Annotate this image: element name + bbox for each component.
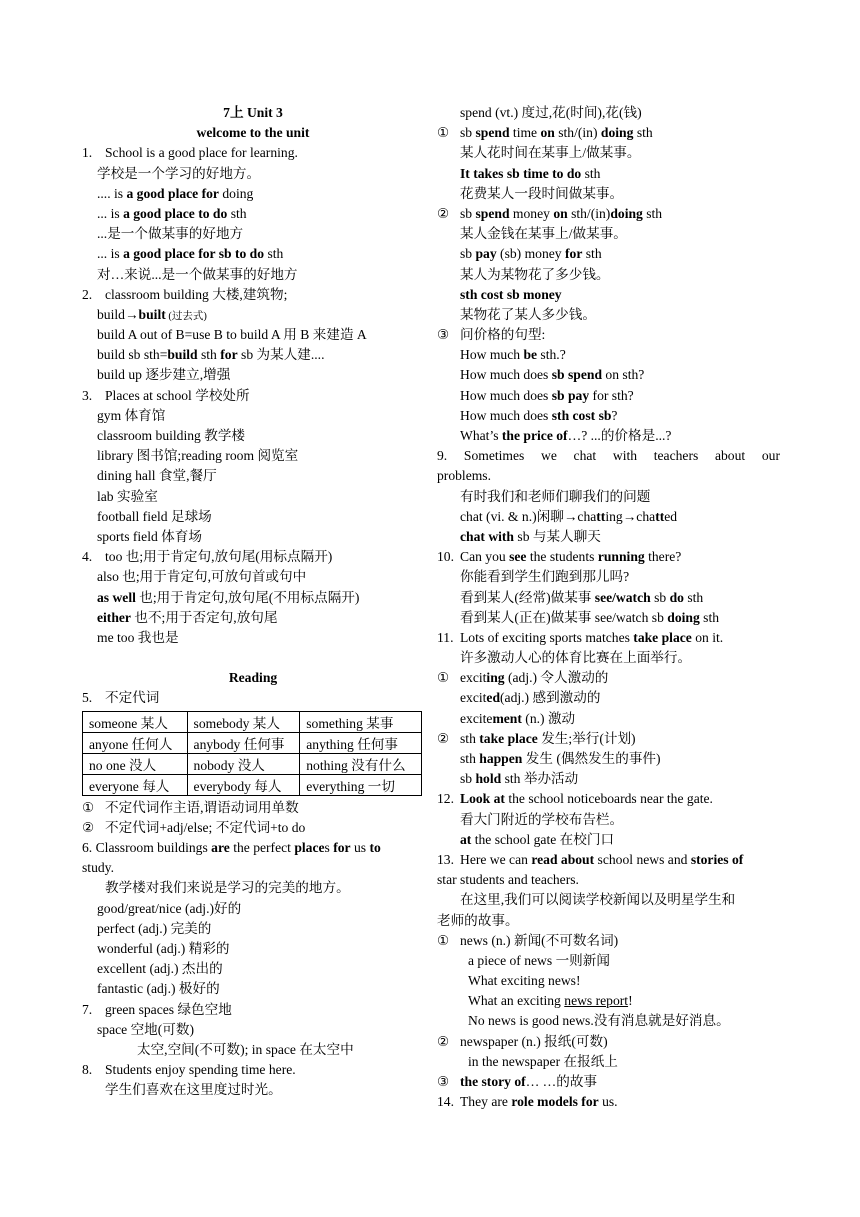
table-row bbox=[83, 732, 422, 753]
item-5-note-2: ② 不定代词+adj/else; 不定代词+to do bbox=[82, 819, 306, 835]
item-13-cn-cont: 老师的故事。 bbox=[437, 912, 519, 928]
item-2-line-b: build A out of B=use B to build A 用 B 来建造 A bbox=[97, 327, 367, 343]
note-2: ② sb spend money on sth/(in)doing sth bbox=[437, 205, 663, 221]
table-row bbox=[83, 753, 422, 774]
list-item: What exciting news! bbox=[468, 973, 581, 989]
table-cell: someone 某人 bbox=[83, 711, 188, 732]
item-4: 4. too 也;用于肯定句,放句尾(用标点隔开) bbox=[82, 549, 333, 565]
price-question: What’s the price of…? ...的价格是...? bbox=[460, 428, 672, 443]
list-item: excellent (adj.) 杰出的 bbox=[97, 961, 223, 977]
item-11: 11. Lots of exciting sports matches take place on it. bbox=[437, 629, 724, 645]
item-4-line-b: as well 也;用于肯定句,放句尾(不用标点隔开) bbox=[97, 589, 360, 605]
left-column bbox=[82, 103, 424, 1100]
item-4-line-d: me too 我也是 bbox=[97, 629, 179, 645]
item-1-cn: 学校是一个学习的好地方。 bbox=[97, 165, 261, 181]
note-3: ③ 问价格的句型: bbox=[437, 327, 546, 343]
list-item: in the newspaper 在报纸上 bbox=[468, 1053, 618, 1069]
list-item: What an exciting news report! bbox=[468, 993, 633, 1009]
table-row bbox=[83, 711, 422, 732]
item-9-chat: chat (vi. & n.)闲聊→chatting→chatted bbox=[460, 508, 678, 524]
item-11-note-1: ① exciting (adj.) 令人激动的 bbox=[437, 670, 609, 686]
item-2: 2. classroom building 大楼,建筑物; bbox=[82, 286, 288, 302]
table-cell: nothing 没有什么 bbox=[300, 753, 422, 774]
item-4-line-c: either 也不;用于否定句,放句尾 bbox=[97, 609, 278, 625]
item-2-line-c: build sb sth=build sth for sb 为某人建.... bbox=[97, 347, 325, 363]
list-item: gym 体育馆 bbox=[97, 407, 166, 423]
list-item: fantastic (adj.) 极好的 bbox=[97, 981, 220, 997]
list-item: football field 足球场 bbox=[97, 508, 212, 524]
page-title: 7上 Unit 3 bbox=[223, 105, 283, 120]
table-cell: something 某事 bbox=[300, 711, 422, 732]
item-6-cn: 教学楼对我们来说是学习的完美的地方。 bbox=[105, 880, 350, 896]
item-11-hold: sb hold sth 举办活动 bbox=[460, 771, 579, 787]
item-12-gate: at the school gate 在校门口 bbox=[460, 831, 615, 847]
note-2-cn: 某人金钱在某事上/做某事。 bbox=[460, 226, 627, 242]
table-cell: anyone 任何人 bbox=[83, 732, 188, 753]
item-11-excited: excited(adj.) 感到激动的 bbox=[460, 690, 601, 706]
item-7-line-b: 太空,空间(不可数); in space 在太空中 bbox=[137, 1041, 354, 1057]
table-row bbox=[83, 774, 422, 795]
item-13-cont: star students and teachers. bbox=[437, 872, 579, 888]
price-question: How much does sth cost sb? bbox=[460, 407, 618, 423]
item-6-cont: study. bbox=[82, 860, 114, 876]
table-cell: somebody 某人 bbox=[187, 711, 300, 732]
item-12: 12. Look at the school noticeboards near the gate. bbox=[437, 791, 713, 807]
item-9: 9. Sometimes we chat with teachers about our bbox=[437, 448, 780, 464]
item-9-cont: problems. bbox=[437, 468, 491, 484]
item-2-line-d: build up 逐步建立,增强 bbox=[97, 367, 231, 383]
item-9-chat-with: chat with sb 与某人聊天 bbox=[460, 528, 601, 544]
item-13-note-1: ① news (n.) 新闻(不可数名词) bbox=[437, 932, 619, 948]
list-item: library 图书馆;reading room 阅览室 bbox=[97, 448, 299, 464]
table-cell: no one 没人 bbox=[83, 753, 188, 774]
item-11-cn: 许多激动人心的体育比赛在上面举行。 bbox=[460, 650, 692, 666]
list-item: classroom building 教学楼 bbox=[97, 428, 246, 443]
table-cell: everyone 每人 bbox=[83, 774, 188, 795]
item-7: 7. green spaces 绿色空地 bbox=[82, 1001, 232, 1017]
item-8-cn: 学生们喜欢在这里度过时光。 bbox=[105, 1082, 282, 1098]
note-2-pay-cn: 某人为某物花了多少钱。 bbox=[460, 266, 610, 282]
price-question: How much does sb spend on sth? bbox=[460, 367, 645, 383]
item-13-note-3: ③ the story of… …的故事 bbox=[437, 1074, 598, 1089]
table-cell: everybody 每人 bbox=[187, 774, 300, 795]
list-item: lab 实验室 bbox=[97, 488, 158, 504]
item-11-happen: sth happen 发生 (偶然发生的事件) bbox=[460, 751, 661, 766]
note-1-takes: It takes sb time to do sth bbox=[460, 165, 601, 181]
table-cell: anything 任何事 bbox=[300, 732, 422, 753]
note-2-cost-cn: 某物花了某人多少钱。 bbox=[460, 306, 596, 322]
note-1-takes-cn: 花费某人一段时间做某事。 bbox=[460, 185, 624, 201]
item-7-line-a: space 空地(可数) bbox=[97, 1021, 195, 1037]
note-2-cost: sth cost sb money bbox=[460, 286, 562, 302]
item-13-note-2: ② newspaper (n.) 报纸(可数) bbox=[437, 1033, 608, 1049]
item-5-note-1: ① 不定代词作主语,谓语动词用单数 bbox=[82, 799, 299, 815]
note-1: ① sb spend time on sth/(in) doing sth bbox=[437, 125, 653, 141]
item-13: 13. Here we can read about school news and stories of bbox=[437, 851, 744, 867]
note-1-cn: 某人花时间在某事上/做某事。 bbox=[460, 145, 641, 161]
section-heading: welcome to the unit bbox=[196, 125, 310, 141]
item-1-phrase-2-cn: ...是一个做某事的好地方 bbox=[97, 226, 244, 242]
item-10: 10. Can you see the students running there? bbox=[437, 549, 682, 565]
right-column bbox=[437, 103, 780, 1112]
list-item: dining hall 食堂,餐厅 bbox=[97, 468, 217, 484]
list-item: good/great/nice (adj.)好的 bbox=[97, 900, 242, 916]
spend-heading: spend (vt.) 度过,花(时间),花(钱) bbox=[460, 105, 642, 120]
table-cell: everything 一切 bbox=[300, 774, 422, 795]
price-question: How much does sb pay for sth? bbox=[460, 387, 634, 403]
item-11-excitement: excitement (n.) 激动 bbox=[460, 710, 576, 726]
item-11-note-2: ② sth take place 发生;举行(计划) bbox=[437, 730, 636, 746]
list-item: wonderful (adj.) 精彩的 bbox=[97, 940, 230, 956]
item-5: 5. 不定代词 bbox=[82, 690, 160, 706]
item-9-cn: 有时我们和老师们聊我们的问题 bbox=[460, 488, 651, 504]
item-4-line-a: also 也;用于肯定句,可放句首或句中 bbox=[97, 569, 307, 585]
item-10-a: 看到某人(经常)做某事 see/watch sb do sth bbox=[460, 589, 704, 605]
price-question: How much be sth.? bbox=[460, 347, 566, 363]
item-1: 1. School is a good place for learning. bbox=[82, 145, 298, 161]
item-6: 6. Classroom buildings are the perfect places for us to bbox=[82, 840, 381, 855]
item-14: 14. They are role models for us. bbox=[437, 1094, 618, 1110]
item-10-cn: 你能看到学生们跑到那儿吗? bbox=[460, 569, 630, 585]
list-item: No news is good news.没有消息就是好消息。 bbox=[468, 1013, 730, 1029]
list-item: sports field 体育场 bbox=[97, 528, 202, 544]
table-cell: nobody 没人 bbox=[187, 753, 300, 774]
list-item: a piece of news 一则新闻 bbox=[468, 952, 610, 968]
item-1-phrase-3-cn: 对…来说...是一个做某事的好地方 bbox=[97, 266, 298, 282]
reading-heading: Reading bbox=[228, 670, 278, 686]
item-10-b: 看到某人(正在)做某事 see/watch sb doing sth bbox=[460, 609, 720, 625]
item-1-phrase-2: ... is a good place to do sth bbox=[97, 205, 247, 221]
note-2-pay: sb pay (sb) money for sth bbox=[460, 246, 602, 262]
pronoun-table bbox=[82, 711, 422, 796]
item-2-line-a: build→built (过去式) bbox=[97, 306, 207, 322]
item-1-phrase-1: .... is a good place for doing bbox=[97, 185, 254, 201]
item-8: 8. Students enjoy spending time here. bbox=[82, 1062, 296, 1078]
list-item: perfect (adj.) 完美的 bbox=[97, 920, 212, 936]
item-12-cn: 看大门附近的学校布告栏。 bbox=[460, 811, 624, 827]
item-1-phrase-3: ... is a good place for sb to do sth bbox=[97, 246, 284, 262]
item-13-cn: 在这里,我们可以阅读学校新闻以及明星学生和 bbox=[460, 892, 736, 908]
item-3: 3. Places at school 学校处所 bbox=[82, 387, 250, 403]
table-cell: anybody 任何事 bbox=[187, 732, 300, 753]
